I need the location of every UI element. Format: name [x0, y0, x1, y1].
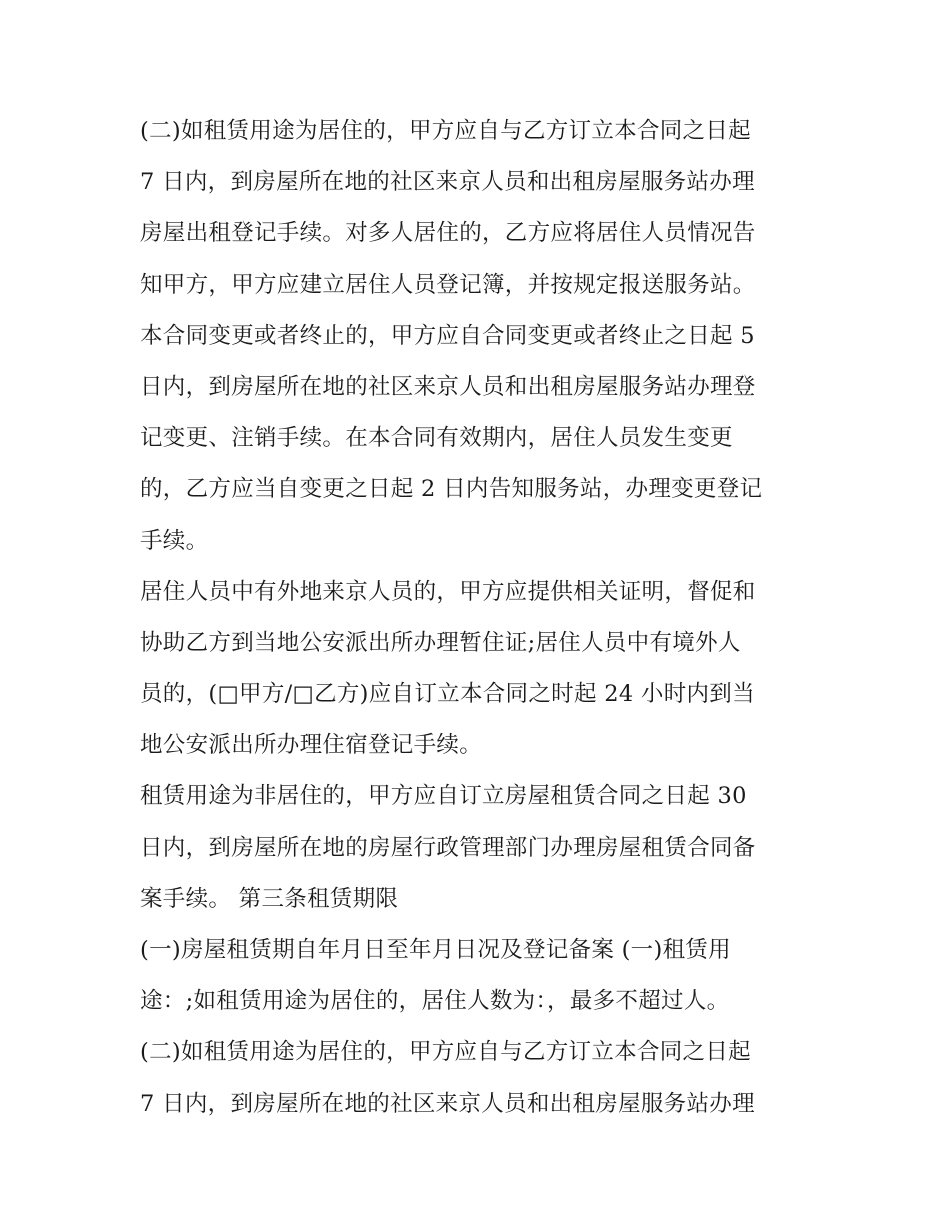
text-line: 地公安派出所办理住宿登记手续。: [140, 732, 483, 759]
text-line: 员的，(□甲方/□乙方)应自订立本合同之时起 24 小时内到当: [140, 681, 755, 708]
text-line: 7 日内，到房屋所在地的社区来京人员和出租房屋服务站办理: [140, 1090, 755, 1117]
text-line: 手续。: [140, 527, 209, 554]
text-line: 7 日内，到房屋所在地的社区来京人员和出租房屋服务站办理: [140, 169, 755, 196]
text-line: 案手续。 第三条租赁期限: [140, 885, 399, 912]
text-line: 居住人员中有外地来京人员的，甲方应提供相关证明，督促和: [140, 578, 756, 605]
text-line: 房屋出租登记手续。对多人居住的，乙方应将居住人员情况告: [140, 220, 756, 247]
text-line: (二)如租赁用途为居住的，甲方应自与乙方订立本合同之日起: [140, 118, 751, 144]
text-line: 协助乙方到当地公安派出所办理暂住证;居住人员中有境外人: [140, 629, 741, 656]
text-line: (一)房屋租赁期自年月日至年月日况及登记备案 (一)租赁用: [140, 937, 731, 963]
text-line: 记变更、注销手续。在本合同有效期内，居住人员发生变更: [140, 425, 733, 452]
text-line: 本合同变更或者终止的，甲方应自合同变更或者终止之日起 5: [140, 322, 755, 349]
text-line: (二)如租赁用途为居住的，甲方应自与乙方订立本合同之日起: [140, 1039, 751, 1066]
text-line: 知甲方，甲方应建立居住人员登记簿，并按规定报送服务站。: [140, 271, 756, 298]
text-line: 途：;如租赁用途为居住的，居住人数为：，最多不超过人。: [140, 988, 730, 1015]
text-line: 日内，到房屋所在地的社区来京人员和出租房屋服务站办理登: [140, 373, 756, 400]
text-line: 的，乙方应当自变更之日起 2 日内告知服务站，办理变更登记: [140, 476, 763, 503]
document-body: [140, 106, 820, 1130]
text-line: 租赁用途为非居住的，甲方应自订立房屋租赁合同之日起 30: [140, 783, 747, 810]
text-line: 日内，到房屋所在地的房屋行政管理部门办理房屋租赁合同备: [140, 834, 756, 861]
